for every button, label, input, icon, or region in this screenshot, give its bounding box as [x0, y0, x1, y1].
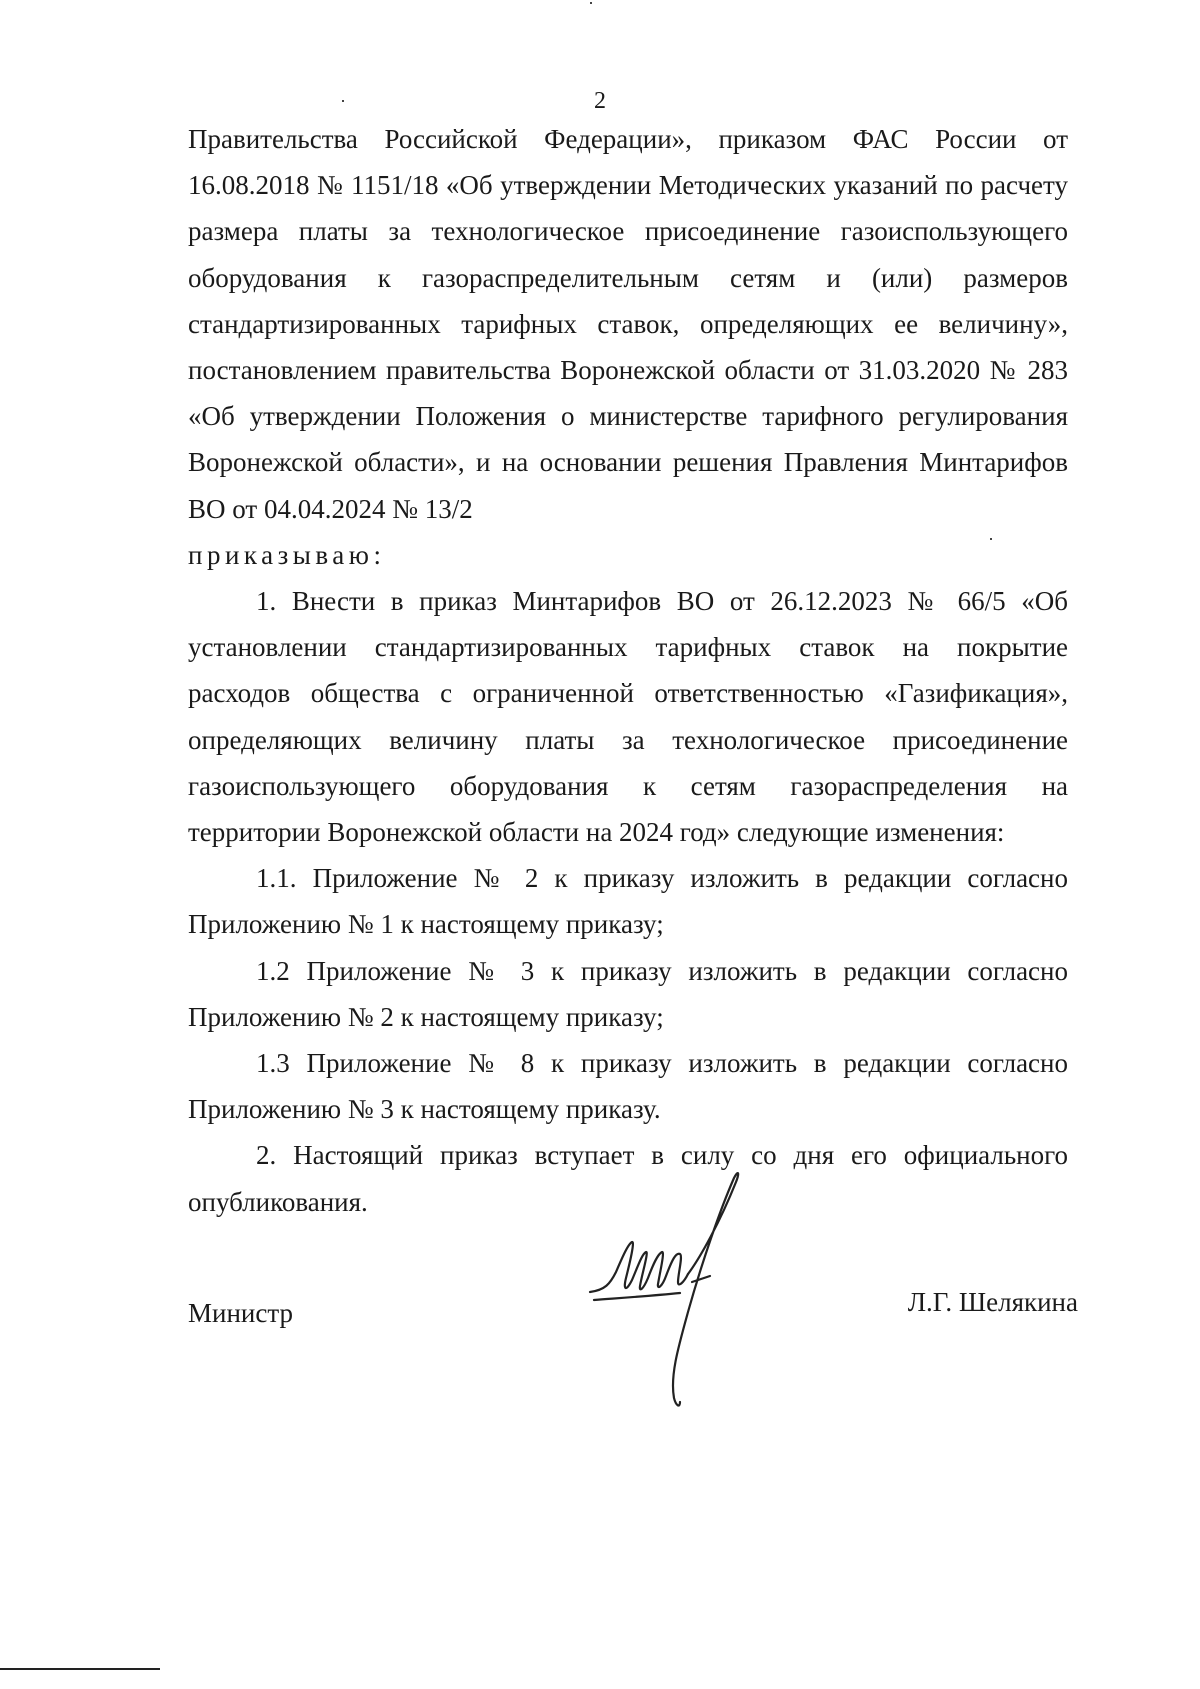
order-body	[188, 116, 1068, 1225]
item-1-1: 1.1. Приложение № 2 к приказу изложить в редакции согласно Приложению № 1 к настоящему приказу;	[188, 863, 1068, 940]
signature-block	[188, 1162, 1078, 1412]
item-1-3: 1.3 Приложение № 8 к приказу изложить в редакции согласно Приложению № 3 к настоящему приказу.	[188, 1048, 1068, 1125]
scan-speck	[342, 100, 344, 102]
handwritten-signature	[580, 1162, 780, 1412]
intro-paragraph: Правительства Российской Федерации», приказом ФАС России от 16.08.2018 № 1151/18 «Об утверждении Методических указаний по расчету размера платы за технологическое присоединение газоиспользующего оборудования к газораспределительным сетям и (или) размеров стандартизированных тарифных ставок, определяющих ее величину», постановлением правительства Воронежской области от 31.03.2020 № 283 «Об утверждении Положения о министерстве тарифного регулирования Воронежской области», и на основании решения Правления Минтарифов ВО от 04.04.2024 № 13/2	[188, 124, 1068, 524]
item-2: 2. Настоящий приказ вступает в силу со дня его официального опубликования.	[188, 1140, 1068, 1217]
signatory-title: Министр	[188, 1298, 293, 1328]
item-1: 1. Внести в приказ Минтарифов ВО от 26.12.2023 № 66/5 «Об установлении стандартизированных тарифных ставок на покрытие расходов общества с ограниченной ответственностью «Газификация», определяющих величину платы за технологическое присоединение газоиспользующего оборудования к сетям газораспределения на территории Воронежской области на 2024 год» следующие изменения:	[188, 586, 1068, 848]
scan-speck	[990, 538, 992, 540]
bottom-edge-line	[0, 1668, 160, 1670]
page-number: 2	[594, 88, 606, 114]
signatory-name: Л.Г. Шелякина	[907, 1287, 1078, 1317]
order-word: приказываю:	[188, 539, 386, 570]
item-1-2: 1.2 Приложение № 3 к приказу изложить в редакции согласно Приложению № 2 к настоящему приказу;	[188, 955, 1068, 1032]
scan-speck	[590, 2, 592, 4]
